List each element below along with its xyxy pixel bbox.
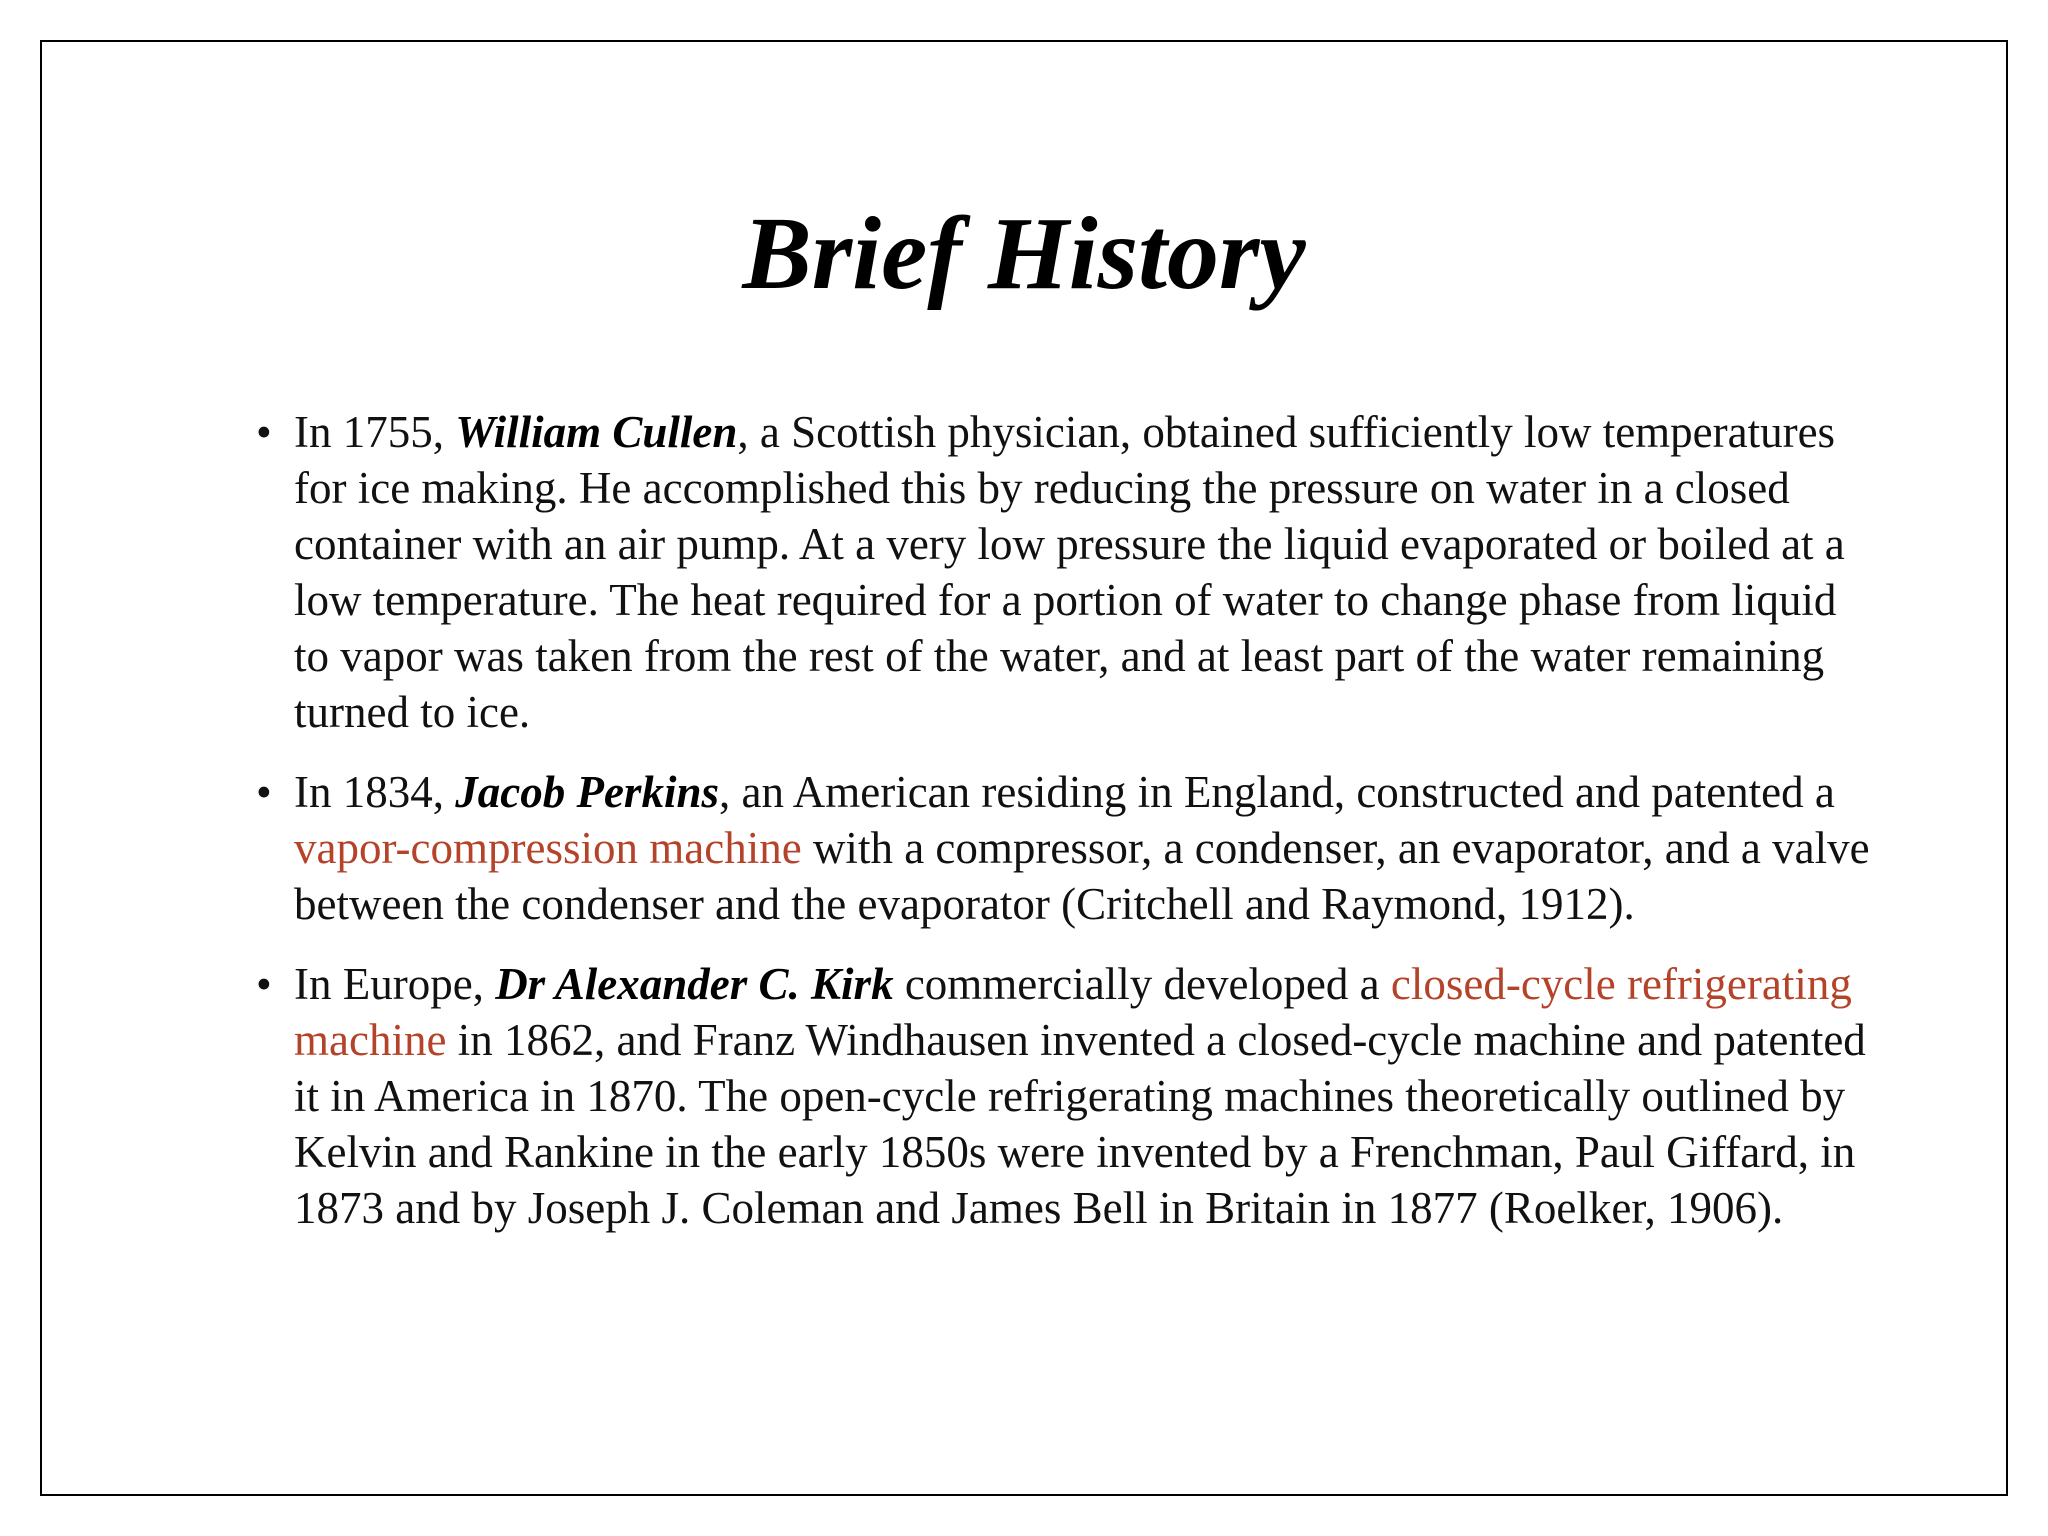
person-name-kirk: Dr Alexander C. Kirk <box>495 959 894 1009</box>
text-segment: In Europe, <box>294 959 496 1009</box>
bullet-item-perkins <box>256 764 1876 932</box>
text-segment: with a compressor, a condenser, an evaporator, and a valve between the condenser and the evaporator (Critchell and Raymond, 1912). <box>294 823 1870 929</box>
bullet-text <box>294 407 1845 737</box>
bullet-list <box>256 404 1876 1260</box>
text-segment: commercially developed a <box>893 959 1391 1009</box>
bullet-item-kirk <box>256 956 1876 1236</box>
bullet-dot-icon: • <box>256 767 272 817</box>
text-segment: In 1755, <box>294 407 456 457</box>
person-name-cullen: William Cullen <box>455 407 738 457</box>
bullet-text <box>294 959 1866 1233</box>
bullet-text <box>294 767 1870 929</box>
bullet-dot-icon: • <box>256 959 272 1009</box>
text-segment: In 1834, <box>294 767 456 817</box>
text-segment: , a Scottish physician, obtained sufficiently low temperatures for ice making. He accomplished this by reducing the pressure on water in a closed container with an air pump. At a very low pressure the liquid evaporated or boiled at a low temperature. The heat required for a portion of water to change phase from liquid to vapor was taken from the rest of the water, and at least part of the water remaining turned to ice. <box>294 407 1845 737</box>
text-segment: , an American residing in England, constructed and patented a <box>719 767 1835 817</box>
highlight-vapor-compression-machine: vapor-compression machine <box>294 823 802 873</box>
bullet-dot-icon: • <box>256 407 272 457</box>
bullet-item-cullen <box>256 404 1876 740</box>
slide-frame <box>40 40 2008 1496</box>
text-segment: in 1862, and Franz Windhausen invented a closed-cycle machine and patented it in America in 1870. The open-cycle refrigerating machines theoretically outlined by Kelvin and Rankine in the early 1850s were invented by a Frenchman, Paul Giffard, in 1873 and by Joseph J. Coleman and James Bell in Britain in 1877 (Roelker, 1906). <box>294 1015 1866 1233</box>
slide-title: Brief History <box>742 196 1306 311</box>
highlight-closed-cycle-refrigerating-machine: closed-cycle refrigerating machine <box>294 959 1852 1065</box>
person-name-perkins: Jacob Perkins <box>455 767 719 817</box>
